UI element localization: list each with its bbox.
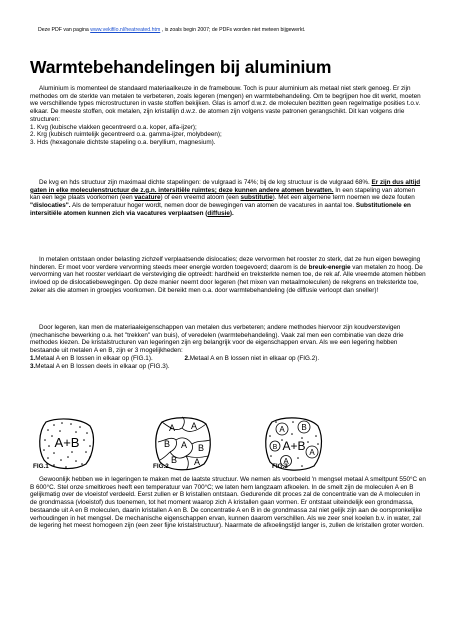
page-title: Warmtebehandelingen bij aluminium — [30, 57, 332, 77]
figures — [0, 414, 452, 478]
fig3-caption: FIG.3 — [272, 463, 288, 470]
fig2-caption: FIG.2 — [153, 463, 169, 470]
paragraph-dislocations — [30, 179, 426, 218]
cooling-text: Gewoonlijk hebben we in legeringen te maken met de laatste structuur. We nemen als voorbeeld 'n mengsel metaal A smeltpunt 550°C en B 600°C. Stel onze smeltkroes heeft een temperatuur van 700°C; we laten hem langzaam afkoelen. In de smelt zijn de moleculen A en B gelijkmatig over de vloeistof verdeeld. Eerst zullen er B kristallen ontstaan. Gedurende dit proces zal de concentratie van de A moleculen in de grondmassa (vloeistof) dus toenemen, tot het moment waarop zich A kristallen gaan vormen. Er ontstaat uiteindelijk een grondmassa, bestaande uit A en B moleculen, daarin kristallen A en B. De concentratie A en B in de grondmassa zal niet gelijk zijn aan de oorspronkelijke verhoudingen in het mengsel. De mechanische eigenschappen ervan, kunnen daarom verschillen. Als we zeer snel koelen b.v. in water, zal de legering het meest homogeen zijn (een zeer fijne kristalstructuur). Naarmate de afkoelingstijd langer is, zullen de kristallen groter worden. — [30, 476, 426, 530]
option-3: Metaal A en B lossen deels in elkaar op (FIG.3). — [35, 362, 170, 370]
source-link[interactable]: www.vekifilo.nl/heatreated.htm — [90, 27, 161, 33]
structure-item: 2. Krg (kubisch ruimtelijk gecentreerd o.a. gamma-ijzer, molybdeen); — [30, 131, 222, 139]
top-note-suffix: , is zoals begin 2007; de PDFs worden niet meteen bijgewerkt. — [160, 27, 306, 33]
text-run: In metalen ontstaan onder belasting zichzelf verplaatsende dislocaties; deze vervormen het rooster zo sterk, dat ze hun eigen beweging hinderen. Er moet voor verdere vervorming steeds meer energie worden toegevoerd; daarom is de — [30, 256, 421, 271]
term-dislocaties: "dislocaties". — [30, 202, 71, 210]
top-note-prefix: Deze PDF van pagina — [38, 27, 91, 33]
text-run: ). — [229, 209, 234, 217]
fig2-grain-a: A — [180, 440, 188, 450]
paragraph-metals — [30, 256, 426, 295]
fig2-grain-b: B — [163, 439, 171, 449]
paragraph-cooling — [30, 476, 426, 530]
text-run: ) of een vreemd atoom (een — [160, 194, 241, 202]
intro-text: Aluminium is momenteel de standaard materiaalkeuze in de framebouw. Toch is puur aluminium als metaal niet sterk genoeg. Er zijn methodes om de sterkte van metalen te verbeteren, zoals legeren (mengen) en warmtebehandeling. Om te begrijpen hoe dit werkt, moeten we verschillende types microstructuren in vaste stoffen bekijken. Glas is amorf d.w.z. de moleculen bezitten geen regelmatige posities t.o.v. elkaar. De meeste stoffen, ook metalen, zijn kristallijn d.w.z. de atomen zijn volgens vaste patronen gerangschikt. Dit kan volgens drie structuren: — [30, 85, 421, 123]
fig2-grain-b: B — [170, 455, 178, 465]
term-breuk-energie: breuk-energie — [308, 263, 351, 271]
term-vacature: vacature — [134, 194, 161, 202]
term-diffusie: diffusie — [207, 209, 230, 217]
option-number: 1. — [30, 354, 36, 362]
emphasis-diffusion: Substitutionele en intersitiële atomen kunnen zich via vacatures verplaatsen ( — [30, 202, 411, 217]
structure-item: 3. Hds (hexagonale dichtste stapeling o.a. beryllium, magnesium). — [30, 139, 216, 147]
fig3-grain-b: B — [301, 423, 307, 432]
emphasis-gaps: Er zijn dus altijd gaten in elke moleculenstructuur de z.g.n. intersitiële ruimtes; deze kunnen andere atomen bevatten. — [30, 179, 421, 194]
fig1-label: A+B — [54, 435, 80, 450]
alloys-text: Door legeren, kan men de materiaaleigenschappen van metalen dus verbeteren; andere methodes hiervoor zijn koudverstevigen (mechanische bewerking o.a. het "trekken" van buis), of veredelen (warmtebehandeling). Vaak zal men een combinatie van deze drie methodes kiezen. De kristalstructuren van legeringen zijn erg belangrijk voor de eigenschappen ervan. Als we een legering hebben bestaande uit metalen A en B, zijn er 3 mogelijkheden: — [30, 324, 404, 355]
term-substitutie: substitutie — [240, 194, 273, 202]
text-run: In een stapeling van atomen kan een lege plaats voorkomen (een — [30, 186, 415, 202]
fig3-grain-b: B — [272, 444, 278, 451]
fig2-grain-a: A — [193, 457, 201, 467]
text-run: De kvg en hds structuur zijn maximaal dichte stapelingen: de vulgraad is 74%; bij de krg structuur is de vulgraad 68%. — [39, 179, 372, 186]
fig1-caption: FIG.1 — [33, 463, 49, 470]
paragraph-alloys — [30, 324, 426, 370]
option-1: Metaal A en B lossen in elkaar op (FIG.1). — [35, 354, 153, 362]
fig2-labels — [164, 421, 204, 467]
text-run: van metalen zo hoog. De vervorming van het rooster verklaart de versteviging die optreedt: hardheid en treksterkte nemen toe, de rek af. Alle vreemde atomen hebben invloed op de dislocatiebewegingen. Op deze manier neemt door legeren (het mixen van metaalmoleculen) de rekgrens en treksterkte toe, zeker als die atomen in groepjes voorkomen. Dit bereikt men o.a. door warmtebehandeling (de diffusie verloopt dan sneller)! — [30, 263, 426, 294]
fig3-grain-a: A — [283, 457, 289, 466]
text-run: ). Met een algemene term noemen we deze fouten — [272, 194, 415, 202]
fig3-grain-a: A — [309, 448, 315, 457]
top-note — [38, 27, 305, 33]
fig2-grain-b: B — [197, 443, 205, 453]
option-2: Metaal A en B lossen niet in elkaar op (FIG.2). — [189, 354, 320, 362]
fig3-main-label: A+B — [282, 439, 306, 453]
text-run: Als de temperatuur hoger wordt, nemen door de bewegingen van atomen de vacatures in aantal toe. — [70, 202, 356, 210]
fig2-grain-a: A — [168, 423, 176, 433]
paragraph-intro — [30, 85, 426, 147]
fig2-grain-a: A — [190, 421, 198, 431]
option-number: 3. — [30, 362, 36, 370]
fig3-grain-a: A — [279, 425, 285, 434]
structure-item: 1. Kvg (kubische vlakken gecentreerd o.a. koper, alfa-ijzer); — [30, 123, 197, 131]
option-number: 2. — [184, 354, 190, 362]
